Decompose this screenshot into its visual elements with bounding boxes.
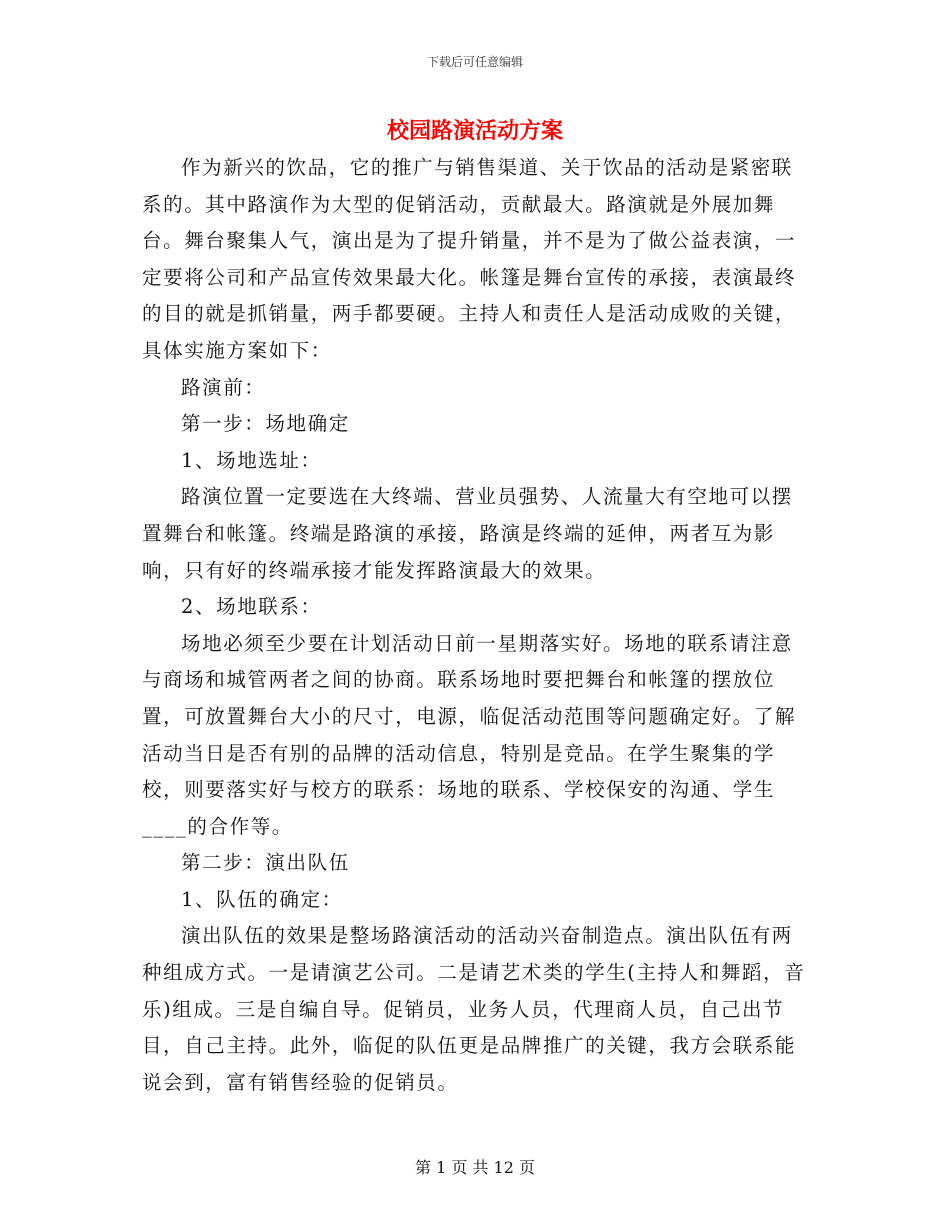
document-body: [142, 150, 812, 1101]
document-title: 校园路演活动方案: [386, 118, 563, 144]
paragraph: 路演位置一定要选在大终端、营业员强势、人流量大有空地可以摆置舞台和帐篷。终端是路演的承接，路演是终端的延伸，两者互为影响，只有好的终端承接才能发挥路演最大的效果。: [142, 485, 793, 582]
paragraph: 1、队伍的确定：: [181, 887, 343, 911]
page-number: 第 1 页 共 12 页: [415, 1158, 535, 1177]
paragraph: 场地必须至少要在计划活动日前一星期落实好。场地的联系请注意与商场和城管两者之间的协商。联系场地时要把舞台和帐篷的摆放位置，可放置舞台大小的尺寸，电源，临促活动范围等问题确定好。了解活动当日是否有别的品牌的活动信息，特别是竞品。在学生聚集的学校，则要落实好与校方的联系：场地的联系、学校保安的沟通、学生____的合作等。: [142, 631, 797, 838]
paragraph: 第二步：演出队伍: [181, 851, 350, 875]
paragraph: 1、场地选址：: [181, 448, 322, 472]
paragraph: 作为新兴的饮品，它的推广与销售渠道、关于饮品的活动是紧密联系的。其中路演作为大型的促销活动，贡献最大。路演就是外展加舞台。舞台聚集人气，演出是为了提升销量，并不是为了做公益表演，一定要将公司和产品宣传效果最大化。帐篷是舞台宣传的承接，表演最终的目的就是抓销量，两手都要硬。主持人和责任人是活动成败的关键，具体实施方案如下：: [142, 156, 797, 362]
paragraph: 路演前：: [181, 375, 266, 399]
paragraph: 2、场地联系：: [181, 595, 322, 619]
header-note: 下载后可任意编辑: [426, 55, 523, 69]
paragraph: 第一步：场地确定: [181, 412, 350, 436]
paragraph: 演出队伍的效果是整场路演活动的活动兴奋制造点。演出队伍有两种组成方式。一是请演艺公司。二是请艺术类的学生(主持人和舞蹈，音乐)组成。三是自编自导。促销员，业务人员，代理商人员，自己出节目，自己主持。此外，临促的队伍更是品牌推广的关键，我方会联系能说会到，富有销售经验的促销员。: [142, 924, 806, 1094]
